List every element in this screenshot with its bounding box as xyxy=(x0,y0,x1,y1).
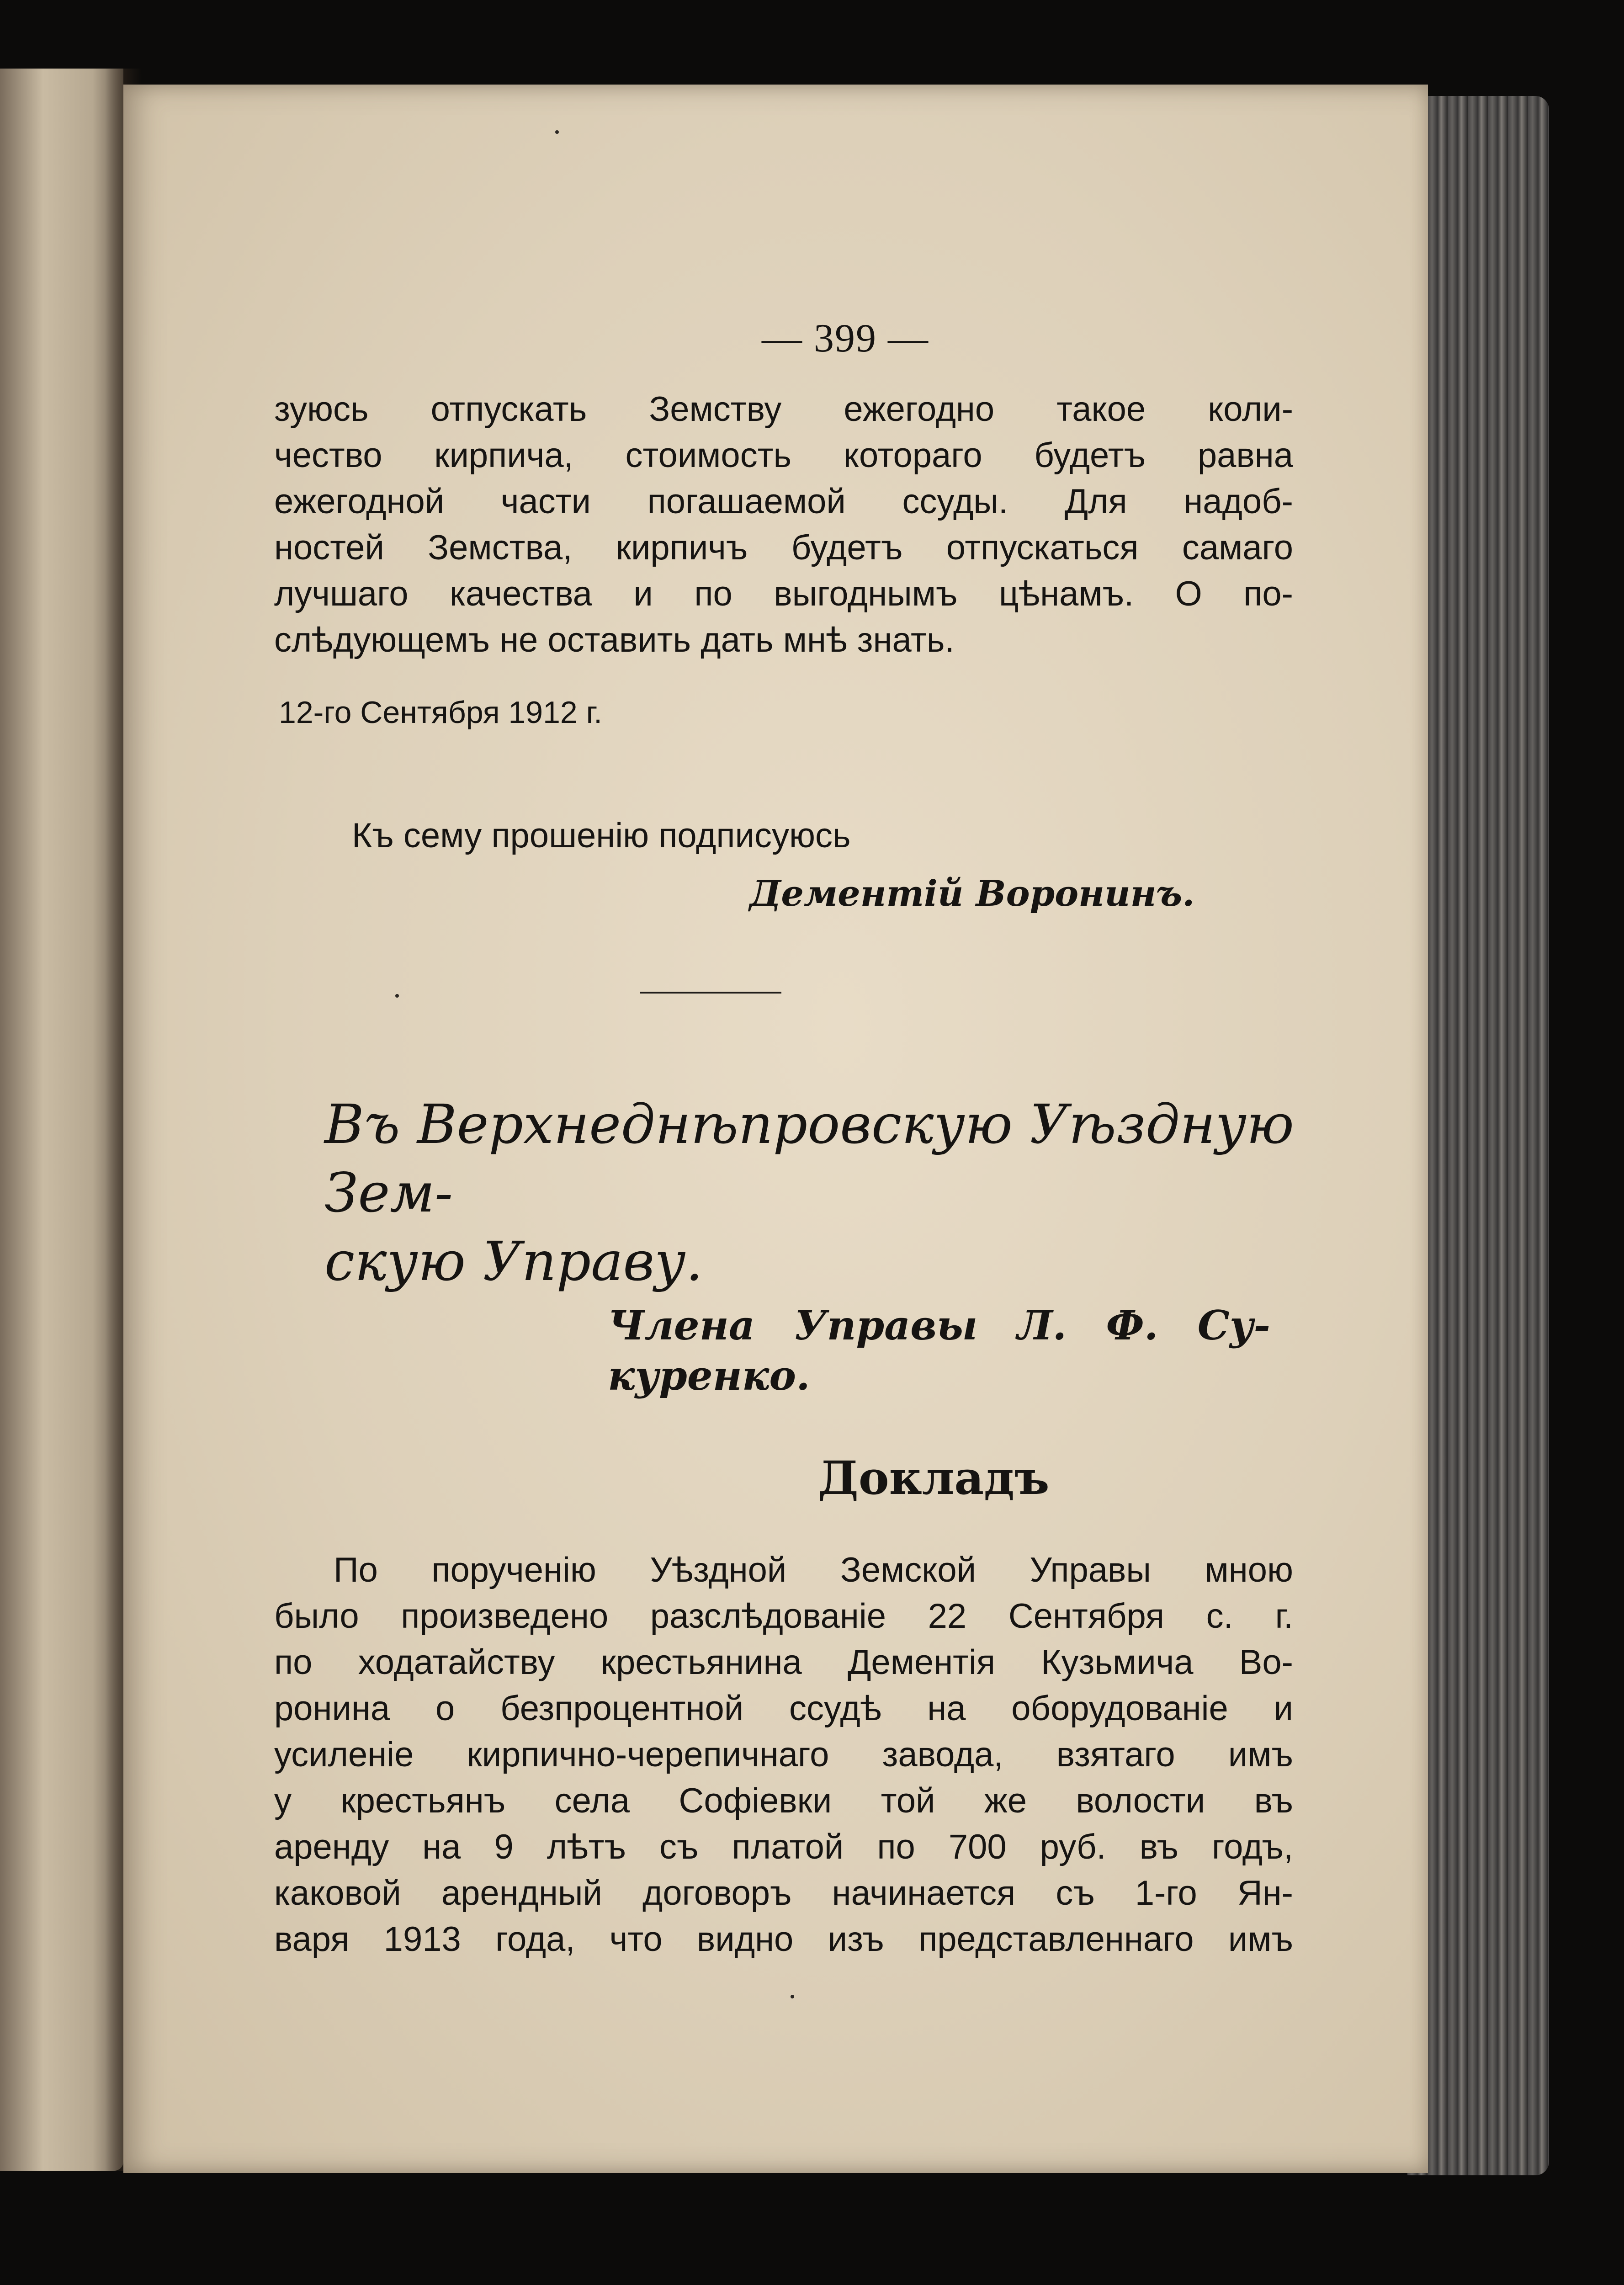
text-line: было произведено разслѣдованіе 22 Сентября с. г. xyxy=(274,1597,1293,1636)
text-line: чество кирпича, стоимость котораго будетъ равна xyxy=(274,436,1293,475)
address-line: Въ Верхнеднѣпровскую Уѣздную Зем- xyxy=(324,1093,1294,1224)
address-heading xyxy=(324,1090,1330,1296)
author-line xyxy=(608,1300,1270,1401)
text-line: аренду на 9 лѣтъ съ платой по 700 руб. въ годъ, xyxy=(274,1828,1293,1866)
page-stack-edge xyxy=(1407,96,1549,2175)
author-line-1: Члена Управы Л. Ф. Су- xyxy=(608,1302,1270,1349)
report-title: Докладъ xyxy=(818,1451,1050,1505)
paragraph-continuation xyxy=(274,386,1293,663)
text-line: зуюсь отпускать Земству ежегодно такое коли- xyxy=(274,390,1293,429)
text-line: лучшаго качества и по выгоднымъ цѣнамъ. О по- xyxy=(274,574,1293,613)
text-line: ежегодной части погашаемой ссуды. Для надоб- xyxy=(274,482,1293,521)
date-line: 12-го Сентября 1912 г. xyxy=(279,695,603,730)
text-line: по ходатайству крестьянина Дементія Кузьмича Во- xyxy=(274,1643,1293,1682)
paper-speck xyxy=(555,130,559,134)
text-line: каковой арендный договоръ начинается съ 1-го Ян- xyxy=(274,1874,1293,1913)
signature-name: Дементій Воронинъ. xyxy=(749,873,1195,914)
section-divider xyxy=(640,992,781,994)
book-page xyxy=(123,85,1428,2173)
address-line: скую Управу. xyxy=(324,1230,703,1293)
text-line: ностей Земства, кирпичъ будетъ отпускаться самаго xyxy=(274,528,1293,567)
report-paragraph xyxy=(274,1547,1293,1962)
page-number: — 399 — xyxy=(762,316,929,361)
signature-intro: Къ сему прошенію подписуюсь xyxy=(352,816,851,855)
author-line-2: куренко. xyxy=(608,1352,810,1399)
paper-speck xyxy=(395,994,399,998)
text-line: слѣдующемъ не оставить дать мнѣ знать. xyxy=(274,621,955,659)
text-line: варя 1913 года, что видно изъ представленнаго имъ xyxy=(274,1920,1293,1959)
text-line: усиленіе кирпично-черепичнаго завода, взятаго имъ xyxy=(274,1735,1293,1774)
text-line: у крестьянъ села Софіевки той же волости въ xyxy=(274,1781,1293,1820)
text-line: По порученію Уѣздной Земской Управы мною xyxy=(334,1551,1293,1589)
text-line: ронина о безпроцентной ссудѣ на оборудованіе и xyxy=(274,1689,1293,1728)
paper-speck xyxy=(791,1995,794,1998)
